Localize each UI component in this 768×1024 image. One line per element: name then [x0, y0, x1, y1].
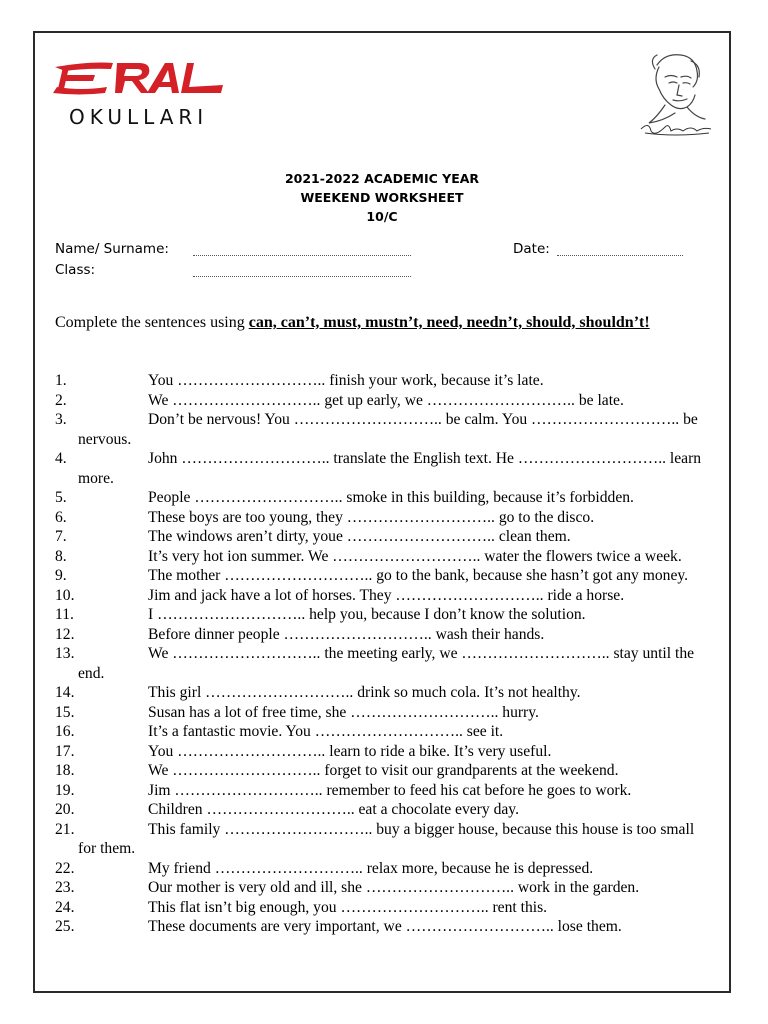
exercise-number: 10.	[55, 586, 75, 604]
exercise-item	[55, 625, 715, 645]
exercise-item	[55, 761, 715, 781]
exercise-sentence: This girl ……………………….. drink so much cola. It’s not healthy.	[148, 684, 581, 701]
exercise-sentence: Don’t be nervous! You ……………………….. be calm. You ……………………….. be nervous.	[78, 411, 698, 448]
exercise-number: 9.	[55, 567, 67, 584]
exercise-number: 12.	[55, 625, 75, 643]
exercise-item	[55, 742, 715, 762]
exercise-number: 6.	[55, 508, 67, 526]
exercise-number: 23.	[55, 879, 75, 896]
exercise-sentence: These boys are too young, they ……………………….. go to the disco.	[148, 508, 595, 526]
exercise-number: 24.	[55, 898, 75, 916]
exercise-number: 19.	[55, 781, 75, 799]
exercise-number: 22.	[55, 859, 75, 877]
exercise-sentence: The windows aren’t dirty, youe ……………………….. clean them.	[148, 528, 571, 545]
worksheet-title: WEEKEND WORKSHEET	[300, 190, 464, 205]
exercise-number: 18.	[55, 762, 75, 779]
exercise-number: 2.	[55, 391, 67, 409]
exercise-sentence: We ……………………….. forget to visit our grandparents at the weekend.	[148, 762, 619, 779]
exercise-sentence: Before dinner people ……………………….. wash their hands.	[148, 625, 545, 643]
modal-word-list: can, can’t, must, mustn’t, need, needn’t, should, shouldn’t!	[248, 314, 650, 331]
exercise-number: 20.	[55, 801, 75, 818]
exercise-sentence: It’s very hot ion summer. We ……………………….. water the flowers twice a week.	[148, 547, 682, 565]
exercise-item	[55, 566, 715, 586]
date-blank[interactable]	[557, 255, 683, 256]
exercise-sentence: You ……………………….. finish your work, because it’s late.	[148, 372, 544, 389]
exercise-number: 8.	[55, 547, 67, 565]
class-label: Class:	[55, 262, 96, 278]
exercise-number: 5.	[55, 489, 67, 506]
exercise-sentence: My friend ……………………….. relax more, because he is depressed.	[148, 859, 594, 877]
class-code: 10/C	[366, 209, 398, 224]
exercise-number: 21.	[55, 820, 75, 838]
instruction-text: Complete the sentences using	[55, 314, 249, 331]
exercise-sentence: These documents are very important, we ……………………….. lose them.	[148, 918, 622, 935]
exercise-number: 3.	[55, 411, 67, 428]
exercise-item	[55, 878, 715, 898]
exercise-item	[55, 800, 715, 820]
exercise-sentence: Susan has a lot of free time, she ……………………….. hurry.	[148, 703, 539, 721]
exercise-sentence: It’s a fantastic movie. You ……………………….. see it.	[148, 723, 504, 740]
exercise-item	[55, 586, 715, 606]
exercise-item	[55, 391, 715, 411]
exercise-item	[55, 488, 715, 508]
exercise-number: 7.	[55, 528, 67, 545]
worksheet-heading	[35, 169, 729, 226]
exercise-item	[55, 371, 715, 391]
date-label: Date:	[513, 241, 550, 257]
exercise-sentence: This flat isn’t big enough, you ……………………….. rent this.	[148, 898, 548, 916]
exercise-item	[55, 547, 715, 567]
worksheet-page	[33, 31, 731, 993]
exercise-sentence: John ……………………….. translate the English text. He ……………………….. learn more.	[78, 450, 702, 487]
exercise-sentence: Jim and jack have a lot of horses. They ……………………….. ride a horse.	[148, 586, 625, 604]
exercise-item	[55, 917, 715, 937]
exercise-number: 13.	[55, 645, 75, 662]
exercise-item	[55, 605, 715, 625]
exercise-number: 14.	[55, 684, 75, 701]
exercise-number: 15.	[55, 703, 75, 721]
exercise-item	[55, 898, 715, 918]
exercise-sentence: The mother ……………………….. go to the bank, because she hasn’t got any money.	[148, 567, 689, 584]
exercise-sentence: This family ……………………….. buy a bigger house, because this house is too small for them.	[78, 820, 695, 857]
exercise-sentence: People ……………………….. smoke in this building, because it’s forbidden.	[148, 489, 634, 506]
exercise-sentence: Our mother is very old and ill, she ……………………….. work in the garden.	[148, 879, 640, 896]
exercise-item	[55, 683, 715, 703]
exercise-item	[55, 722, 715, 742]
exercise-sentence: We ……………………….. get up early, we ……………………….. be late.	[148, 391, 624, 409]
instructions	[55, 312, 715, 333]
exercise-sentence: We ……………………….. the meeting early, we ……………………….. stay until the end.	[78, 645, 695, 682]
exercise-sentence: I ……………………….. help you, because I don’t know the solution.	[148, 606, 586, 623]
exercise-list	[55, 371, 715, 937]
exercise-sentence: You ……………………….. learn to ride a bike. It’s very useful.	[148, 742, 552, 760]
exercise-number: 16.	[55, 723, 75, 740]
exercise-item	[55, 508, 715, 528]
exercise-number: 11.	[55, 606, 74, 623]
class-blank[interactable]	[193, 276, 411, 277]
exercise-item	[55, 859, 715, 879]
academic-year-title: 2021-2022 ACADEMIC YEAR	[284, 171, 480, 186]
exercise-item	[55, 449, 715, 488]
exercise-item	[55, 527, 715, 547]
exercise-number: 1.	[55, 372, 67, 389]
exercise-item	[55, 644, 715, 683]
exercise-number: 17.	[55, 742, 75, 760]
exercise-item	[55, 703, 715, 723]
name-surname-blank[interactable]	[193, 255, 411, 256]
exercise-number: 4.	[55, 450, 67, 467]
exercise-sentence: Children ……………………….. eat a chocolate every day.	[148, 801, 519, 818]
exercise-item	[55, 820, 715, 859]
exercise-item	[55, 781, 715, 801]
name-surname-label: Name/ Surname:	[55, 241, 169, 257]
exercise-sentence: Jim ……………………….. remember to feed his cat before he goes to work.	[148, 781, 632, 799]
exercise-item	[55, 410, 715, 449]
exercise-number: 25.	[55, 918, 75, 935]
portrait-sketch-image	[635, 47, 717, 139]
school-logo-subtitle: OKULLARI	[69, 105, 209, 129]
